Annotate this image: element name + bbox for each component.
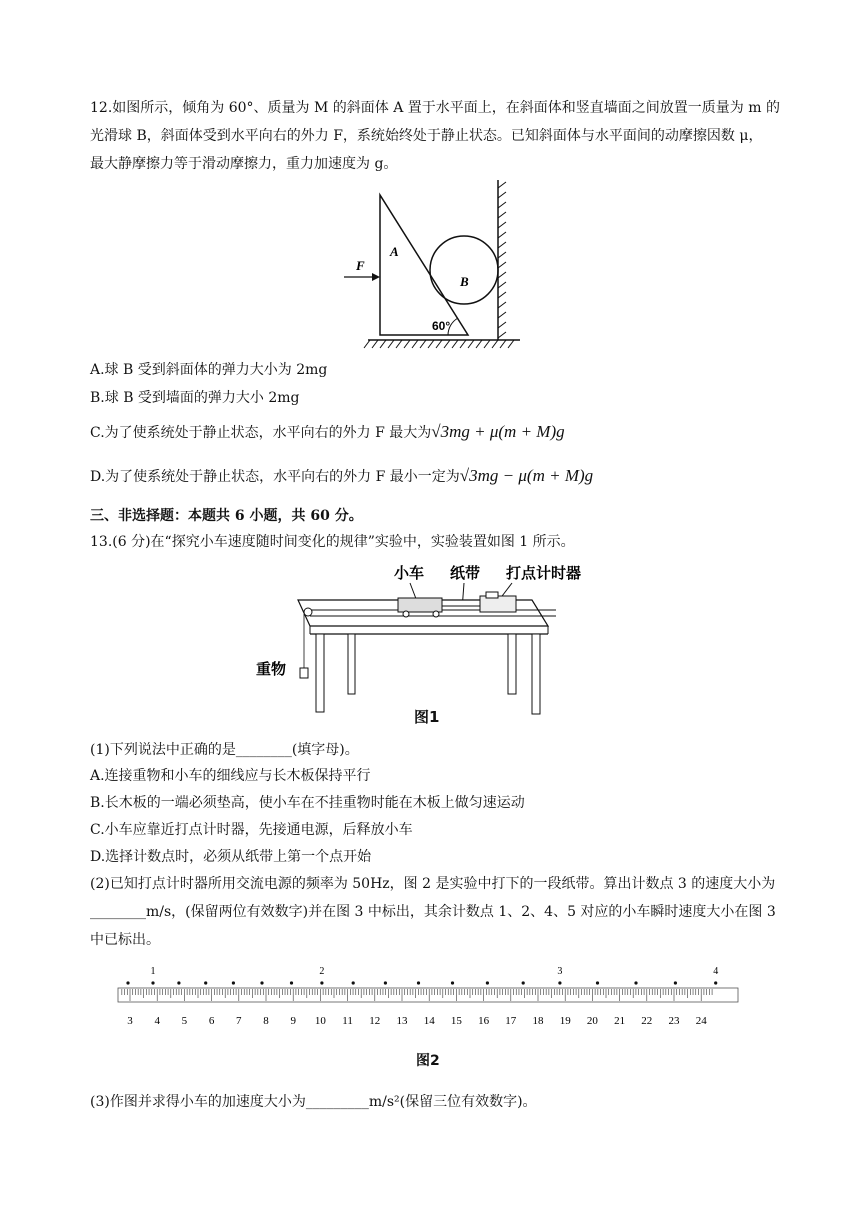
ruler-number: 3 <box>127 1015 133 1027</box>
tape-dot <box>634 981 637 984</box>
tape-dot <box>674 981 677 984</box>
q13-p2-line1: (2)已知打点计时器所用交流电源的频率为 50Hz，图 2 是实验中打下的一段纸带。算出计数点 3 的速度大小为 <box>90 876 776 892</box>
tape-dot <box>320 981 323 984</box>
label-B: B <box>460 274 469 289</box>
ruler-number: 19 <box>559 1015 571 1027</box>
ruler-number: 6 <box>208 1015 215 1027</box>
tape-dot <box>290 981 293 984</box>
q13-p1-option-b: B.长木板的一端必须垫高，使小车在不挂重物时能在木板上做匀速运动 <box>90 795 525 811</box>
ruler-number: 8 <box>263 1015 269 1027</box>
q12-option-a: A.球 B 受到斜面体的弹力大小为 2mg <box>90 362 328 378</box>
ruler-number: 9 <box>290 1015 296 1027</box>
ruler-number: 18 <box>532 1015 544 1027</box>
label-weight: 重物 <box>256 660 287 678</box>
ruler-number: 16 <box>478 1015 490 1027</box>
ruler-number: 11 <box>342 1015 353 1027</box>
ruler-number: 14 <box>423 1015 435 1027</box>
count-point-label: 4 <box>713 966 719 977</box>
tape-dot <box>596 981 599 984</box>
q12-option-c-text: C.为了使系统处于静止状态，水平向右的外力 F 最大为 <box>90 425 432 441</box>
q12-option-c <box>90 422 565 443</box>
count-point-label: 3 <box>557 966 563 977</box>
label-F: F <box>356 258 365 273</box>
ruler-number: 4 <box>154 1015 160 1027</box>
q12-line3: 最大静摩擦力等于滑动摩擦力，重力加速度为 g。 <box>90 156 398 172</box>
tape-dot <box>384 981 387 984</box>
q12-option-b: B.球 B 受到墙面的弹力大小 2mg <box>90 390 300 406</box>
q13-p3: (3)作图并求得小车的加速度大小为_________m/s²(保留三位有效数字)。 <box>90 1094 537 1110</box>
label-tape: 纸带 <box>450 564 481 582</box>
label-car: 小车 <box>394 564 425 582</box>
ruler-number: 23 <box>668 1015 680 1027</box>
tape-dot <box>260 981 263 984</box>
ruler-number: 5 <box>181 1015 188 1027</box>
q12-figure <box>340 180 530 350</box>
ruler-number: 12 <box>369 1015 381 1027</box>
q13-p1-option-d: D.选择计数点时，必须从纸带上第一个点开始 <box>90 849 372 865</box>
fig2-caption: 图2 <box>416 1053 440 1069</box>
q13-p2-line3: 中已标出。 <box>90 932 160 948</box>
section-heading: 三、非选择题：本题共 6 小题，共 60 分。 <box>90 508 363 524</box>
q13-p1-option-c: C.小车应靠近打点计时器，先接通电源，后释放小车 <box>90 822 413 838</box>
tape-dot <box>558 981 561 984</box>
fig1-caption: 图1 <box>414 708 440 726</box>
q13-intro: 13.(6 分)在“探究小车速度随时间变化的规律”实验中，实验装置如图 1 所示。 <box>90 534 575 550</box>
ruler-number: 24 <box>695 1015 707 1027</box>
q13-p2-line2: ________m/s，(保留两位有效数字)并在图 3 中标出，其余计数点 1、2、4、5 对应的小车瞬时速度大小在图 3 <box>90 904 776 920</box>
q13-p1-option-a: A.连接重物和小车的细线应与长木板保持平行 <box>90 768 371 784</box>
tape-dot <box>714 981 717 984</box>
ruler-number: 13 <box>396 1015 408 1027</box>
ruler-number: 22 <box>641 1015 653 1027</box>
tape-dot <box>126 981 129 984</box>
q12-line2: 光滑球 B，斜面体受到水平向右的外力 F，系统始终处于静止状态。已知斜面体与水平面间的动摩擦因数 μ， <box>90 128 763 144</box>
tape-dot <box>232 981 235 984</box>
label-timer: 打点计时器 <box>506 564 582 582</box>
tape-dot <box>352 981 355 984</box>
tape-dot <box>486 981 489 984</box>
q12-line1: 12.如图所示，倾角为 60°、质量为 M 的斜面体 A 置于水平面上，在斜面体和竖直墙面之间放置一质量为 m 的 <box>90 100 780 116</box>
tape-dot <box>204 981 207 984</box>
ruler-number: 15 <box>450 1015 462 1027</box>
ruler-number: 20 <box>586 1015 598 1027</box>
ruler-number: 17 <box>505 1015 517 1027</box>
ruler-number: 21 <box>614 1015 626 1027</box>
q12-option-d <box>90 466 593 487</box>
tape-dot <box>451 981 454 984</box>
q12-option-d-math: √3mg − μ(m + M)g <box>459 466 594 485</box>
q12-option-c-math: √3mg + μ(m + M)g <box>431 422 565 441</box>
q12-option-d-text: D.为了使系统处于静止状态，水平向右的外力 F 最小一定为 <box>90 469 460 485</box>
label-A: A <box>390 244 399 259</box>
count-point-label: 1 <box>150 966 156 977</box>
tape-dot <box>151 981 154 984</box>
tape-dot <box>177 981 180 984</box>
q13-p1: (1)下列说法中正确的是________(填字母)。 <box>90 742 359 758</box>
tape-dot <box>417 981 420 984</box>
ruler-number: 10 <box>314 1015 326 1027</box>
count-point-label: 2 <box>319 966 325 977</box>
q13-figure2-ruler <box>110 962 750 1034</box>
tape-dot <box>522 981 525 984</box>
q13-figure1 <box>250 556 582 726</box>
label-angle: 60° <box>432 319 451 333</box>
ruler-number: 7 <box>236 1015 242 1027</box>
